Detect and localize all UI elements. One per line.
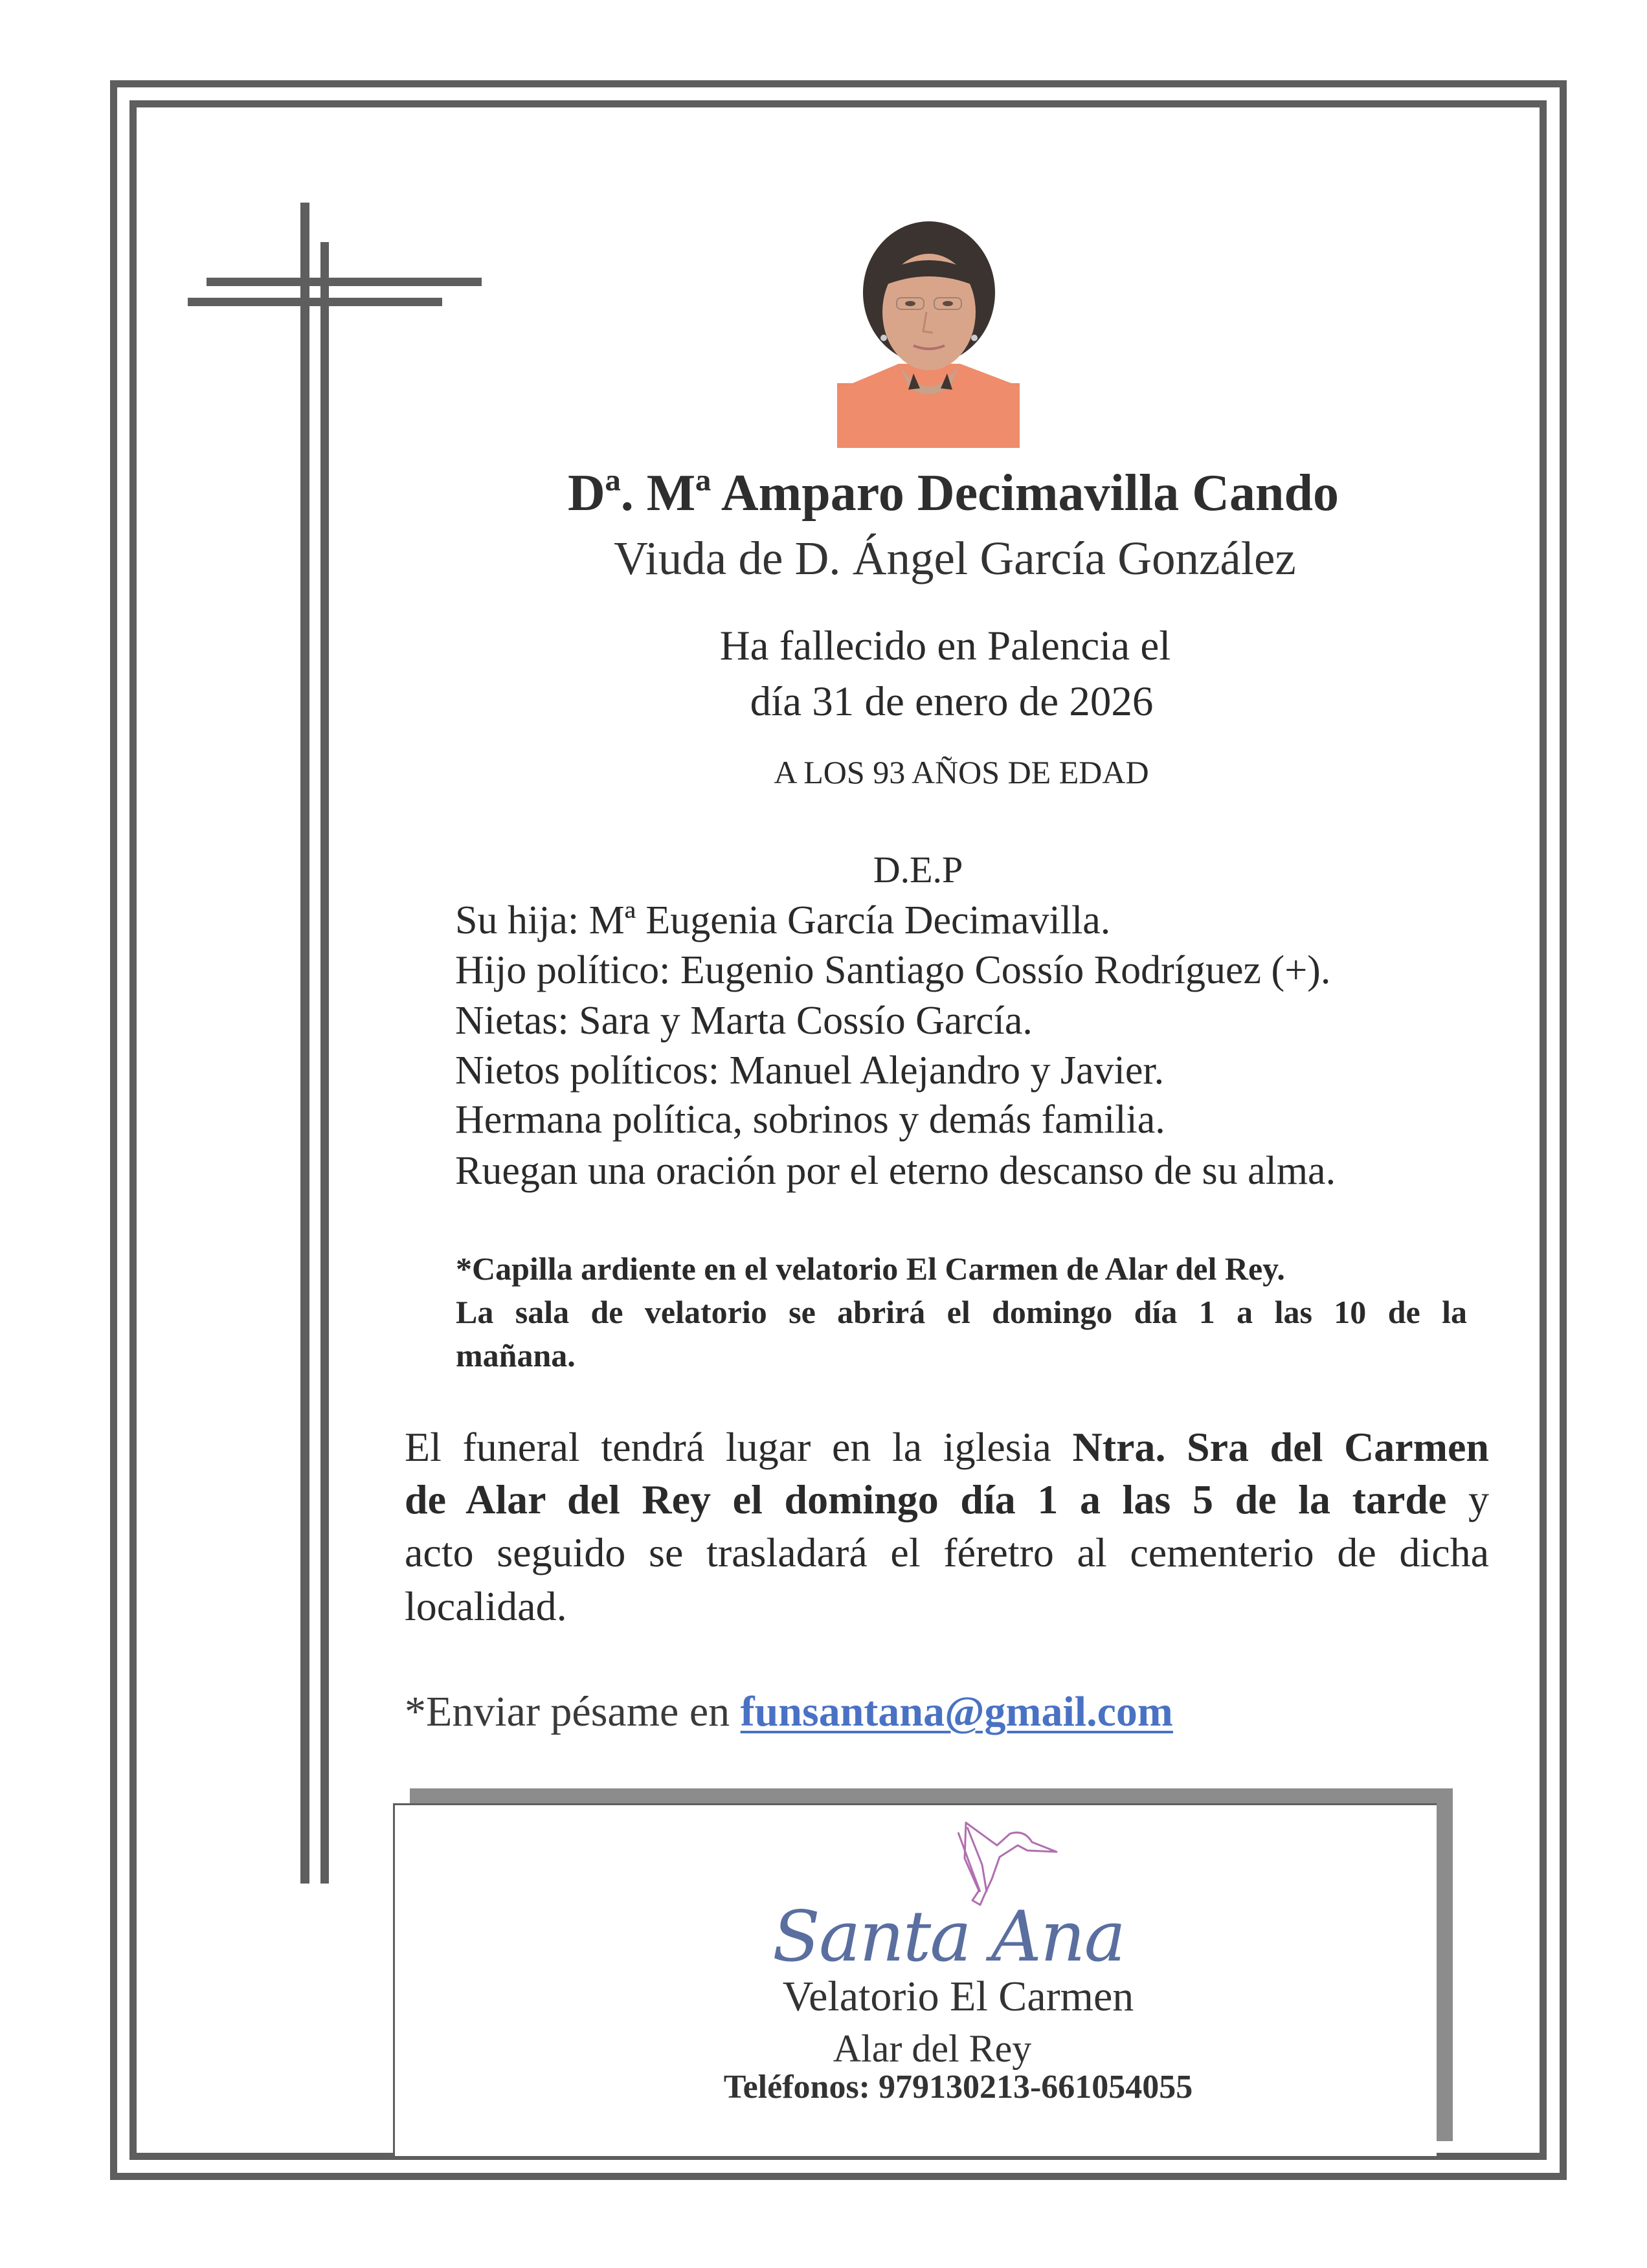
funeral-time: de Alar del Rey el domingo día 1 a las 5 de la tarde [405,1476,1447,1522]
venue-name: Velatorio El Carmen [782,1973,1134,2020]
funeral-line-4: localidad. [405,1583,567,1629]
deceased-name: Dª. Mª Amparo Decimavilla Cando [568,465,1339,522]
family-line: Nietos políticos: Manuel Alejandro y Javier. [455,1049,1165,1093]
family-line: Su hija: Mª Eugenia García Decimavilla. [455,898,1111,942]
funeral-home-card [393,1803,1437,2156]
chapel-line: mañana. [456,1337,576,1373]
widow-of: Viuda de D. Ángel García González [614,532,1296,584]
death-place: Ha fallecido en Palencia el [719,623,1171,669]
funeral-text: y [1446,1476,1490,1522]
deceased-photo [837,215,1020,448]
family-line: Nietas: Sara y Marta Cossío García. [455,999,1033,1043]
condolences-line [405,1688,1173,1735]
brand-name: Santa Ana [772,1896,1125,1977]
rip: D.E.P [873,849,963,891]
family-line: Hermana política, sobrinos y demás familia. [455,1098,1165,1142]
death-date: día 31 de enero de 2026 [750,678,1154,725]
condolences-email-link[interactable]: funsantana@gmail.com [740,1688,1173,1735]
phone-numbers: Teléfonos: 979130213-661054055 [723,2069,1193,2106]
condolences-label: *Enviar pésame en [405,1688,741,1735]
church-name: Ntra. Sra del Carmen [1072,1424,1490,1470]
funeral-line-1 [405,1424,1490,1470]
chapel-line: *Capilla ardiente en el velatorio El Carmen de Alar del Rey. [456,1251,1285,1287]
age: A LOS 93 AÑOS DE EDAD [774,754,1149,790]
family-line: Ruegan una oración por el eterno descanso de su alma. [455,1149,1336,1193]
funeral-text: El funeral tendrá lugar en la iglesia [405,1424,1073,1470]
chapel-line: La sala de velatorio se abrirá el domingo día 1 a las 10 de la [456,1294,1467,1330]
funeral-line-2 [405,1476,1490,1522]
venue-town: Alar del Rey [833,2027,1032,2070]
funeral-line-3: acto seguido se trasladará el féretro al cementerio de dicha [405,1529,1489,1575]
family-line: Hijo político: Eugenio Santiago Cossío Rodríguez (+). [455,948,1331,992]
